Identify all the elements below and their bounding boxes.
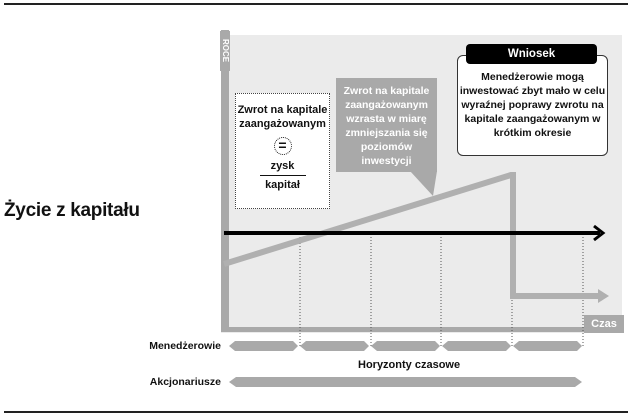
formula-numerator: zysk <box>270 160 295 172</box>
time-guides <box>300 234 583 348</box>
formula-box <box>235 93 330 209</box>
formula-title: Zwrot na kapitale zaangażowanym <box>237 104 328 130</box>
roce-arrowhead <box>598 289 609 303</box>
fraction-line <box>260 175 306 176</box>
shareholders-label: Akcjonariusze <box>149 376 221 388</box>
conclusion-text: Menedżerowie mogą inwestować zbyt mało w celu wyraźnej poprawy zwrotu na kapitale zaangażowanym w krótkim okresie <box>459 71 606 139</box>
callout-box: Zwrot na kapitale zaangażowanym wzrasta w miarę zmniejszania się poziomów inwestycji <box>336 78 437 172</box>
managers-bars <box>229 341 582 351</box>
horizons-label: Horyzonty czasowe <box>358 359 461 371</box>
managers-label: Menedżerowie <box>149 340 221 352</box>
y-axis-label: ROCE <box>220 31 230 71</box>
page-title: Życie z kapitału <box>4 200 140 221</box>
conclusion-box <box>457 55 608 156</box>
formula-denominator: kapitał <box>265 179 300 191</box>
callout-tail <box>410 171 437 196</box>
shareholders-bar <box>229 377 582 387</box>
conclusion-header: Wniosek <box>466 44 597 64</box>
bottom-rule <box>4 411 628 413</box>
x-axis-label: Czas <box>584 315 624 333</box>
equals-icon: = <box>274 137 292 155</box>
